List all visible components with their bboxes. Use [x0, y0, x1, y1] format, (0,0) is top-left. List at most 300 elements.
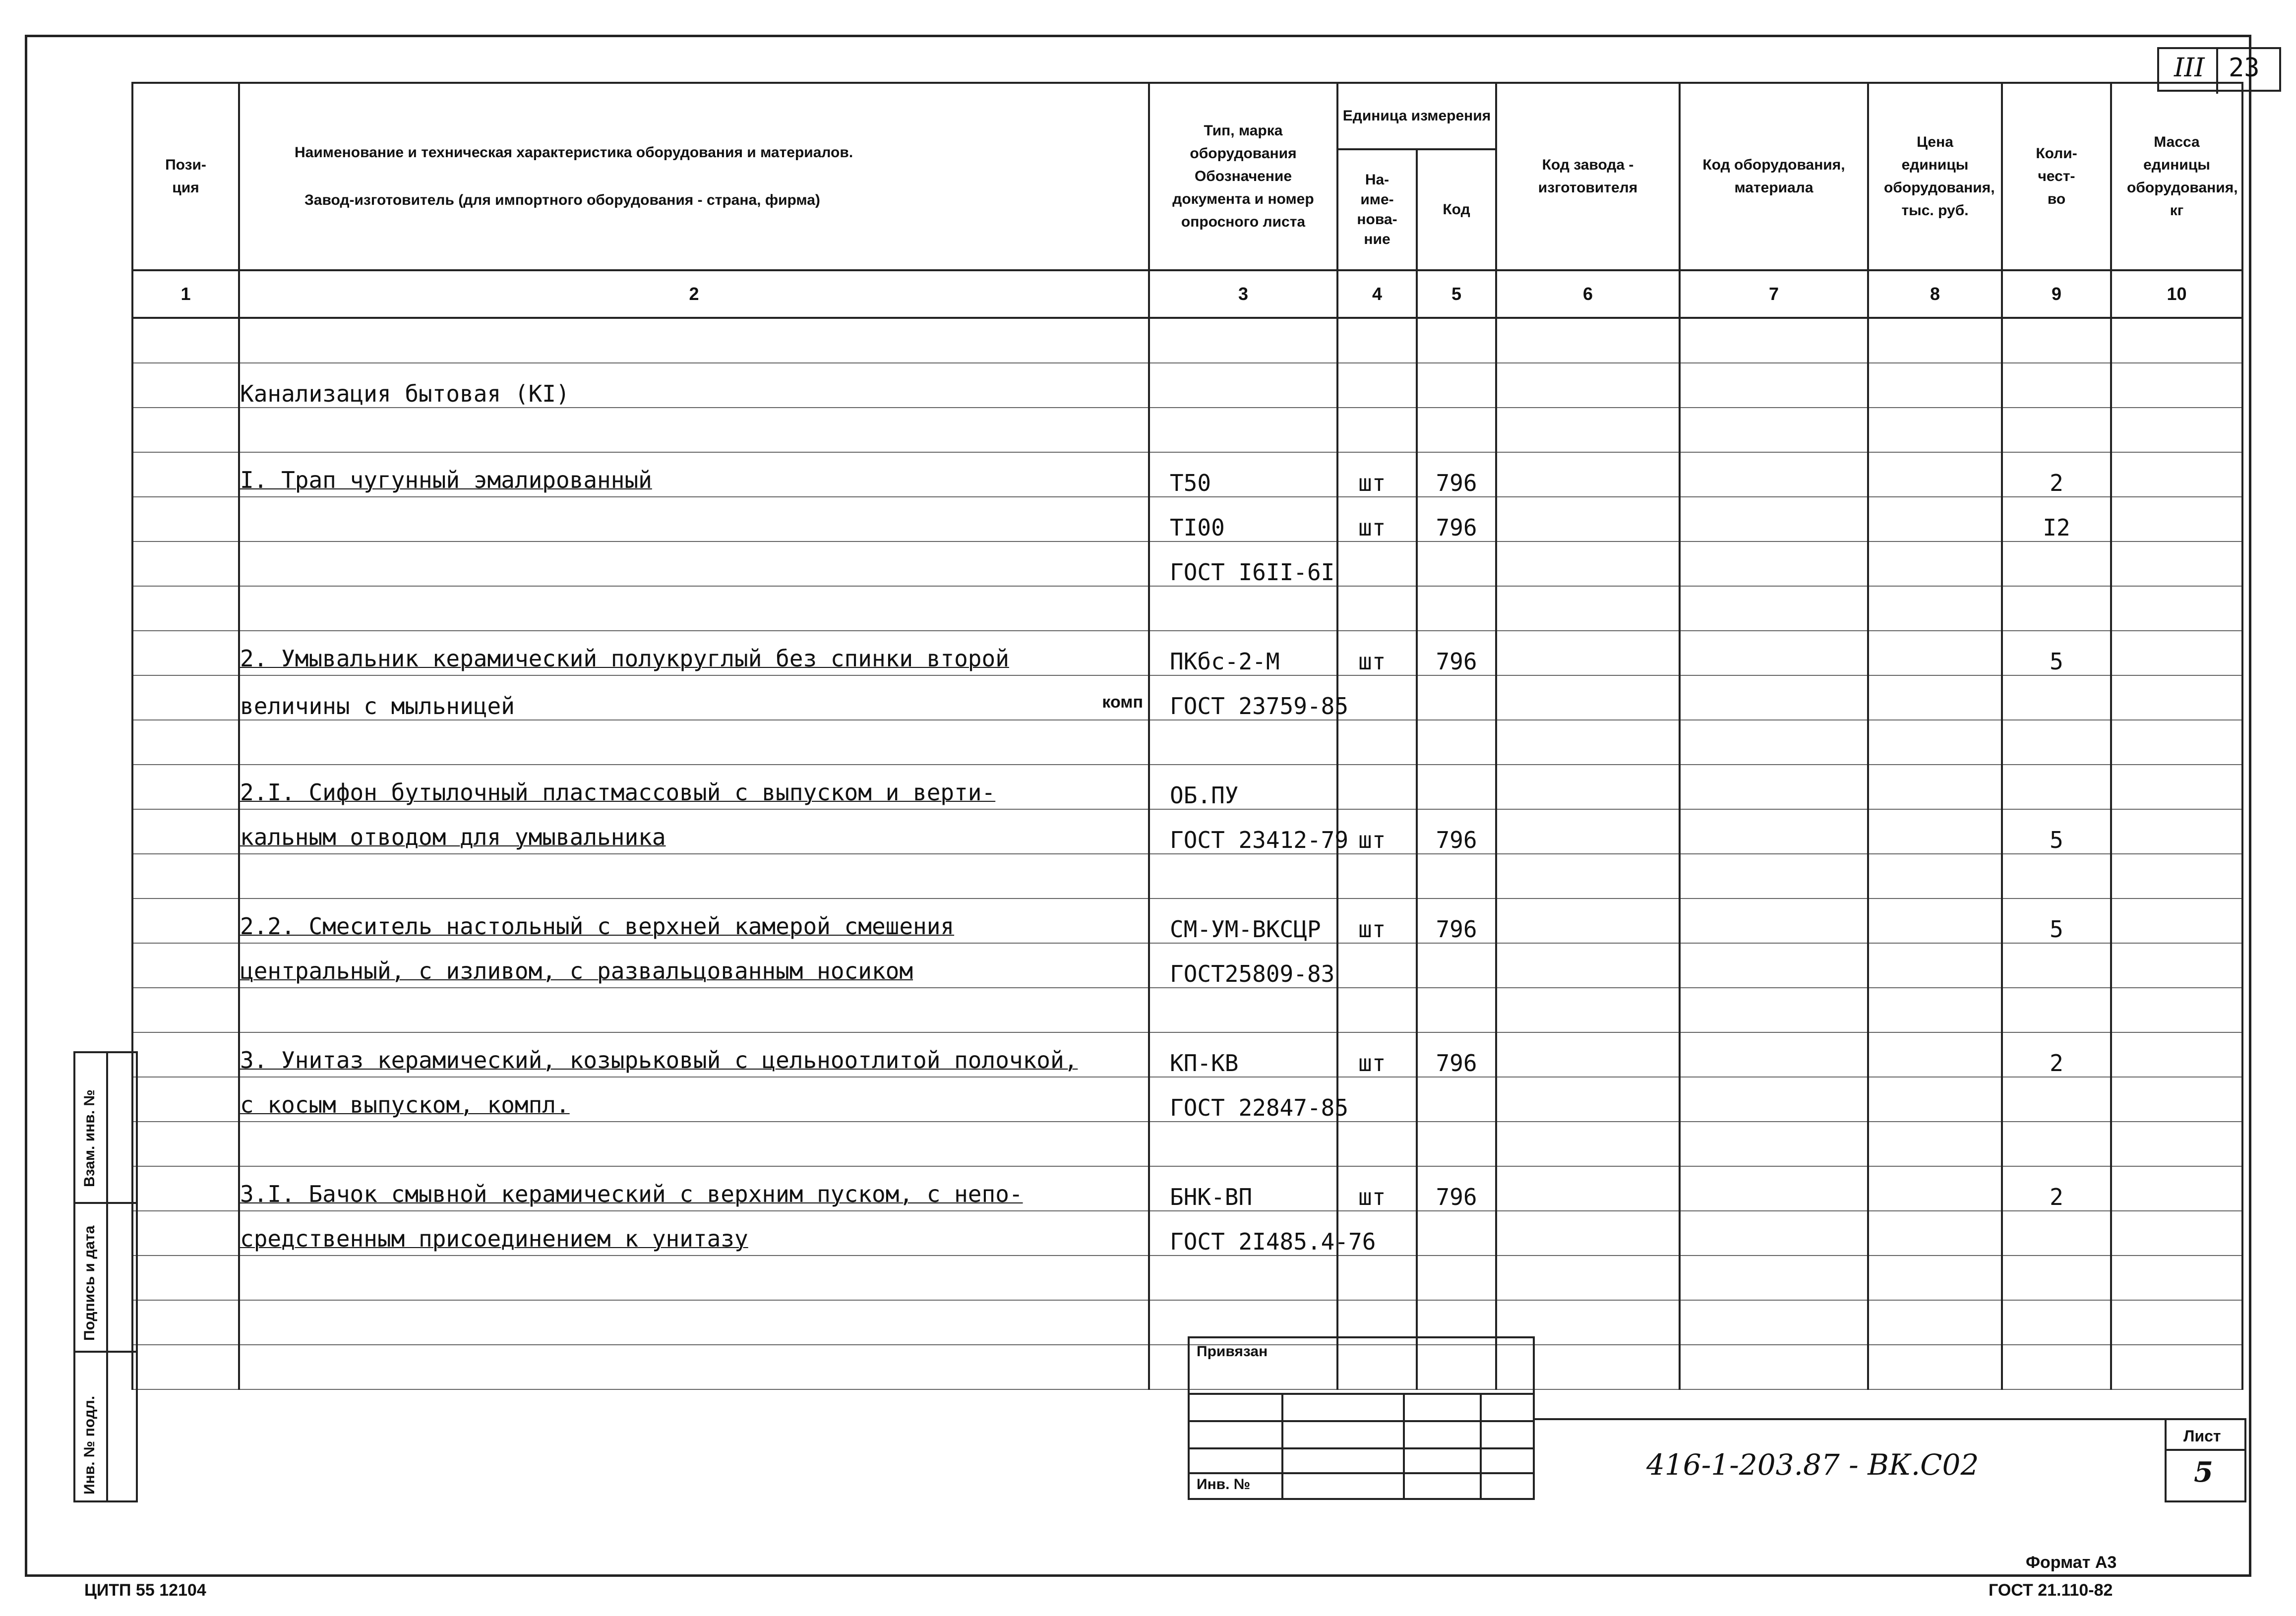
column-number: 2 [239, 270, 1149, 318]
table-row [132, 318, 2242, 363]
cell-mass [2111, 765, 2242, 809]
cell-position [132, 1032, 239, 1077]
table-row [132, 675, 2242, 720]
cell-unit-code [1417, 765, 1496, 809]
cell-position [132, 408, 239, 452]
cell-quantity [2002, 363, 2111, 408]
table-row [132, 1211, 2242, 1256]
cell-plant-code [1496, 541, 1680, 586]
table-row [132, 1122, 2242, 1166]
table-row [132, 1256, 2242, 1300]
cell-unit-code [1417, 586, 1496, 631]
cell-position [132, 318, 239, 363]
cell-plant-code [1496, 497, 1680, 541]
cell-quantity [2002, 497, 2111, 541]
cell-unit [1337, 363, 1417, 408]
cell-price [1868, 631, 2002, 675]
cell-type-text: ТI00 [1170, 514, 1225, 541]
table-row [132, 809, 2242, 854]
cell-description [239, 898, 1149, 943]
cell-unit [1337, 1256, 1417, 1300]
cell-price [1868, 452, 2002, 497]
cell-mass [2111, 720, 2242, 765]
cell-unit-code [1417, 988, 1496, 1032]
cell-price [1868, 541, 2002, 586]
cell-unit-text: шт [1358, 514, 1386, 541]
header-name-line2: Завод-изготовитель (для импортного оборудования - страна, фирма) [304, 192, 820, 208]
cell-quantity [2002, 1077, 2111, 1122]
cell-unit [1337, 1122, 1417, 1166]
cell-mass [2111, 1345, 2242, 1389]
cell-description-text: 2.2. Смеситель настольный с верхней камерой смешения [240, 913, 955, 940]
table-row [132, 720, 2242, 765]
table-row [132, 363, 2242, 408]
cell-unit-code-text: 796 [1436, 514, 1477, 541]
header-unit: Единица измерения [1337, 83, 1496, 149]
cell-unit [1337, 943, 1417, 988]
cell-unit-code [1417, 1256, 1496, 1300]
cell-mass [2111, 1211, 2242, 1256]
cell-quantity-text: 2 [2050, 1184, 2063, 1210]
cell-description-text: 2.I. Сифон бутылочный пластмассовый с выпуском и верти- [240, 779, 996, 806]
cell-type [1149, 318, 1337, 363]
cell-plant-code [1496, 1256, 1680, 1300]
cell-plant-code [1496, 1166, 1680, 1211]
cell-description-text: кальным отводом для умывальника [240, 824, 666, 850]
cell-quantity [2002, 720, 2111, 765]
cell-equipment-code [1680, 452, 1868, 497]
cell-description-text: 3.I. Бачок смывной керамический с верхним пуском, с непо- [240, 1181, 1023, 1207]
cell-unit-code [1417, 318, 1496, 363]
cell-description [239, 1256, 1149, 1300]
cell-mass [2111, 1256, 2242, 1300]
cell-type-text: ГОСТ25809-83 [1170, 960, 1335, 987]
cell-type [1149, 1256, 1337, 1300]
cell-position [132, 675, 239, 720]
cell-price [1868, 363, 2002, 408]
header-unit-name: На- име- нова- ние [1337, 149, 1417, 270]
header-quantity: Коли- чест- во [2002, 83, 2111, 270]
cell-mass [2111, 541, 2242, 586]
column-number: 10 [2111, 270, 2242, 318]
cell-quantity-text: 5 [2050, 916, 2063, 943]
cell-price [1868, 765, 2002, 809]
cell-quantity [2002, 1345, 2111, 1389]
cell-unit [1337, 408, 1417, 452]
cell-price [1868, 1256, 2002, 1300]
cell-plant-code [1496, 631, 1680, 675]
cell-equipment-code [1680, 1122, 1868, 1166]
cell-type [1149, 1166, 1337, 1211]
cell-quantity [2002, 854, 2111, 898]
cell-unit [1337, 720, 1417, 765]
cell-mass [2111, 1122, 2242, 1166]
cell-equipment-code [1680, 1345, 1868, 1389]
cell-quantity [2002, 943, 2111, 988]
cell-type-text: ГОСТ 22847-85 [1170, 1094, 1349, 1121]
cell-unit [1337, 675, 1417, 720]
column-number: 8 [1868, 270, 2002, 318]
cell-mass [2111, 318, 2242, 363]
cell-mass [2111, 1166, 2242, 1211]
cell-unit-code-text: 796 [1436, 827, 1477, 853]
cell-mass [2111, 1032, 2242, 1077]
cell-equipment-code [1680, 988, 1868, 1032]
cell-description [239, 318, 1149, 363]
cell-price [1868, 720, 2002, 765]
cell-position [132, 631, 239, 675]
cell-plant-code [1496, 1032, 1680, 1077]
cell-type [1149, 541, 1337, 586]
cell-price [1868, 586, 2002, 631]
cell-position [132, 452, 239, 497]
cell-type-text: ГОСТ I6II-6I [1170, 559, 1335, 586]
cell-type-text: ОБ.ПУ [1170, 782, 1239, 809]
side-label-inv-podl: Инв. № подл. [81, 1395, 98, 1495]
page-number: 23 [2229, 53, 2260, 83]
cell-description [239, 854, 1149, 898]
header-price: Цена единицы оборудования, тыс. руб. [1868, 83, 2002, 270]
cell-description [239, 452, 1149, 497]
cell-unit [1337, 898, 1417, 943]
cell-unit-text: шт [1358, 1050, 1386, 1077]
cell-quantity [2002, 408, 2111, 452]
cell-quantity-text: 2 [2050, 470, 2063, 496]
column-number: 9 [2002, 270, 2111, 318]
column-number: 4 [1337, 270, 1417, 318]
footer-format: Формат А3 [2026, 1553, 2117, 1572]
cell-mass [2111, 988, 2242, 1032]
cell-plant-code [1496, 675, 1680, 720]
header-name [239, 83, 1149, 270]
header-type: Тип, марка оборудования Обозначение документа и номер опросного листа [1149, 83, 1337, 270]
cell-unit-code [1417, 720, 1496, 765]
cell-description-text: 3. Унитаз керамический, козырьковый с цельноотлитой полочкой, [240, 1047, 1078, 1074]
cell-equipment-code [1680, 1166, 1868, 1211]
cell-quantity [2002, 541, 2111, 586]
cell-description-text: средственным присоединением к унитазу [240, 1225, 748, 1252]
cell-type-text: Т50 [1170, 470, 1211, 496]
cell-price [1868, 854, 2002, 898]
header-mass: Масса единицы оборудования, кг [2111, 83, 2242, 270]
cell-quantity [2002, 1256, 2111, 1300]
cell-mass [2111, 631, 2242, 675]
cell-position [132, 720, 239, 765]
cell-mass [2111, 363, 2242, 408]
cell-description [239, 1211, 1149, 1256]
cell-quantity-text: 5 [2050, 827, 2063, 853]
table-row [132, 765, 2242, 809]
cell-type [1149, 720, 1337, 765]
cell-mass [2111, 809, 2242, 854]
cell-plant-code [1496, 943, 1680, 988]
cell-unit [1337, 765, 1417, 809]
sheet-label: Лист [2183, 1427, 2221, 1445]
cell-position [132, 497, 239, 541]
table-row [132, 1032, 2242, 1077]
column-number: 1 [132, 270, 239, 318]
cell-unit [1337, 1166, 1417, 1211]
cell-unit-code-text: 796 [1436, 1184, 1477, 1210]
cell-price [1868, 318, 2002, 363]
cell-price [1868, 408, 2002, 452]
cell-type [1149, 943, 1337, 988]
cell-price [1868, 1122, 2002, 1166]
cell-type-text: КП-КВ [1170, 1050, 1239, 1077]
cell-unit [1337, 854, 1417, 898]
cell-plant-code [1496, 809, 1680, 854]
table-row [132, 541, 2242, 586]
cell-type [1149, 854, 1337, 898]
cell-unit-code [1417, 675, 1496, 720]
cell-unit-code [1417, 898, 1496, 943]
cell-position [132, 1345, 239, 1389]
column-number: 7 [1680, 270, 1868, 318]
cell-plant-code [1496, 854, 1680, 898]
cell-position [132, 586, 239, 631]
cell-unit-code-text: 796 [1436, 648, 1477, 675]
side-stamp [73, 1051, 138, 1502]
cell-plant-code [1496, 720, 1680, 765]
cell-quantity [2002, 452, 2111, 497]
table-row [132, 452, 2242, 497]
cell-equipment-code [1680, 720, 1868, 765]
cell-quantity-text: 2 [2050, 1050, 2063, 1077]
cell-type [1149, 408, 1337, 452]
cell-plant-code [1496, 452, 1680, 497]
cell-description [239, 988, 1149, 1032]
header-name-line1: Наименование и техническая характеристика оборудования и материалов. [295, 144, 853, 161]
cell-position [132, 1211, 239, 1256]
cell-quantity [2002, 631, 2111, 675]
cell-unit-code [1417, 1077, 1496, 1122]
cell-type-text: БНК-ВП [1170, 1184, 1253, 1210]
cell-plant-code [1496, 363, 1680, 408]
footer-left: ЦИТП 55 12104 [84, 1581, 206, 1600]
page-roman: III [2174, 53, 2205, 83]
cell-equipment-code [1680, 1256, 1868, 1300]
cell-type [1149, 988, 1337, 1032]
cell-price [1868, 1211, 2002, 1256]
cell-equipment-code [1680, 586, 1868, 631]
cell-type [1149, 809, 1349, 854]
cell-unit-code [1417, 809, 1496, 854]
cell-equipment-code [1680, 809, 1868, 854]
document-code: 416-1-203.87 - ВК.С02 [1646, 1448, 1979, 1482]
cell-unit-text: шт [1358, 470, 1386, 496]
cell-quantity [2002, 898, 2111, 943]
cell-price [1868, 988, 2002, 1032]
cell-plant-code [1496, 988, 1680, 1032]
cell-quantity-text: 5 [2050, 648, 2063, 675]
cell-price [1868, 1032, 2002, 1077]
cell-unit [1337, 988, 1417, 1032]
cell-description-text: I. Трап чугунный эмалированный [240, 467, 652, 493]
cell-mass [2111, 675, 2242, 720]
cell-description [239, 1032, 1149, 1077]
cell-unit-text: шт [1358, 648, 1386, 675]
column-number-row [132, 270, 2242, 318]
cell-equipment-code [1680, 898, 1868, 943]
cell-position [132, 541, 239, 586]
cell-unit-text: шт [1358, 1184, 1386, 1210]
cell-description [239, 675, 1149, 720]
cell-mass [2111, 408, 2242, 452]
cell-type [1149, 1032, 1337, 1077]
column-number: 3 [1149, 270, 1337, 318]
cell-position [132, 854, 239, 898]
column-number: 5 [1417, 270, 1496, 318]
inv-no-label: Инв. № [1197, 1476, 1251, 1493]
cell-position [132, 1300, 239, 1345]
cell-type-text: ГОСТ 23412-79 [1170, 827, 1349, 853]
cell-equipment-code [1680, 318, 1868, 363]
side-label-vzam: Взам. инв. № [81, 1089, 98, 1187]
table-row [132, 1077, 2242, 1122]
cell-position [132, 765, 239, 809]
cell-description [239, 586, 1149, 631]
cell-unit-code [1417, 408, 1496, 452]
cell-equipment-code [1680, 497, 1868, 541]
cell-position [132, 943, 239, 988]
cell-description [239, 408, 1149, 452]
cell-description [239, 720, 1149, 765]
cell-equipment-code [1680, 765, 1868, 809]
cell-plant-code [1496, 1122, 1680, 1166]
cell-description [239, 497, 1149, 541]
cell-plant-code [1496, 408, 1680, 452]
cell-equipment-code [1680, 1077, 1868, 1122]
cell-type [1149, 675, 1349, 720]
cell-quantity [2002, 988, 2111, 1032]
cell-type [1149, 898, 1337, 943]
cell-position [132, 809, 239, 854]
table-row [132, 1166, 2242, 1211]
sheet-number: 5 [2194, 1456, 2213, 1489]
cell-type [1149, 1077, 1349, 1122]
cell-unit [1337, 318, 1417, 363]
cell-unit-text: шт [1358, 916, 1386, 943]
header-unit-code: Код [1417, 149, 1496, 270]
table-row [132, 854, 2242, 898]
cell-mass [2111, 1077, 2242, 1122]
cell-position [132, 1122, 239, 1166]
cell-equipment-code [1680, 943, 1868, 988]
cell-plant-code [1496, 1211, 1680, 1256]
cell-description-text: Канализация бытовая (КI) [240, 380, 570, 407]
cell-unit-code [1417, 1032, 1496, 1077]
cell-equipment-code [1680, 408, 1868, 452]
header-position: Пози- ция [132, 83, 239, 270]
cell-unit-code [1417, 943, 1496, 988]
cell-type-text: СМ-УМ-ВКСЦР [1170, 916, 1321, 943]
cell-equipment-code [1680, 363, 1868, 408]
cell-unit-code [1417, 631, 1496, 675]
cell-description [239, 1345, 1149, 1389]
cell-unit-text: шт [1358, 827, 1386, 853]
cell-type [1149, 1211, 1376, 1256]
cell-type [1149, 1122, 1337, 1166]
cell-equipment-code [1680, 1211, 1868, 1256]
cell-equipment-code [1680, 1032, 1868, 1077]
cell-plant-code [1496, 318, 1680, 363]
cell-description [239, 1122, 1149, 1166]
cell-unit-code-text: 796 [1436, 916, 1477, 943]
cell-description [239, 1300, 1149, 1345]
cell-equipment-code [1680, 631, 1868, 675]
cell-position [132, 898, 239, 943]
cell-price [1868, 497, 2002, 541]
table-row [132, 988, 2242, 1032]
cell-position [132, 1256, 239, 1300]
cell-description [239, 1166, 1149, 1211]
cell-description [239, 363, 1149, 408]
cell-unit-code [1417, 541, 1496, 586]
cell-quantity [2002, 1032, 2111, 1077]
cell-position [132, 1166, 239, 1211]
cell-type [1149, 765, 1337, 809]
cell-quantity [2002, 809, 2111, 854]
cell-position [132, 363, 239, 408]
cell-mass [2111, 854, 2242, 898]
cell-description [239, 809, 1149, 854]
footer-gost: ГОСТ 21.110-82 [1989, 1581, 2113, 1600]
cell-quantity [2002, 1166, 2111, 1211]
cell-type [1149, 452, 1337, 497]
cell-quantity-text: I2 [2043, 514, 2070, 541]
cell-unit [1337, 809, 1417, 854]
table-row [132, 408, 2242, 452]
cell-description [239, 1077, 1149, 1122]
table-row [132, 631, 2242, 675]
cell-price [1868, 1345, 2002, 1389]
table-row [132, 943, 2242, 988]
cell-quantity [2002, 1211, 2111, 1256]
cell-type-text: ГОСТ 2I485.4-76 [1170, 1228, 1376, 1255]
cell-mass [2111, 898, 2242, 943]
cell-unit-code-text: 796 [1436, 1050, 1477, 1077]
cell-unit-code [1417, 1166, 1496, 1211]
cell-position [132, 988, 239, 1032]
cell-description [239, 541, 1149, 586]
sheet-box [2165, 1418, 2246, 1502]
cell-mass [2111, 1300, 2242, 1345]
cell-mass [2111, 943, 2242, 988]
cell-price [1868, 943, 2002, 988]
cell-unit-code [1417, 1122, 1496, 1166]
cell-equipment-code [1680, 1300, 1868, 1345]
cell-description [239, 943, 1149, 988]
cell-quantity [2002, 1122, 2111, 1166]
cell-price [1868, 809, 2002, 854]
cell-position [132, 1077, 239, 1122]
table-row [132, 497, 2242, 541]
cell-plant-code [1496, 765, 1680, 809]
cell-unit-code [1417, 854, 1496, 898]
column-number: 6 [1496, 270, 1680, 318]
cell-mass [2111, 497, 2242, 541]
cell-unit-code [1417, 497, 1496, 541]
specification-table [131, 82, 2243, 1390]
cell-price [1868, 1166, 2002, 1211]
cell-equipment-code [1680, 541, 1868, 586]
cell-price [1868, 898, 2002, 943]
cell-unit [1337, 497, 1417, 541]
cell-type-text: ПКбс-2-М [1170, 648, 1280, 675]
cell-plant-code [1496, 898, 1680, 943]
cell-equipment-code [1680, 854, 1868, 898]
cell-mass [2111, 586, 2242, 631]
